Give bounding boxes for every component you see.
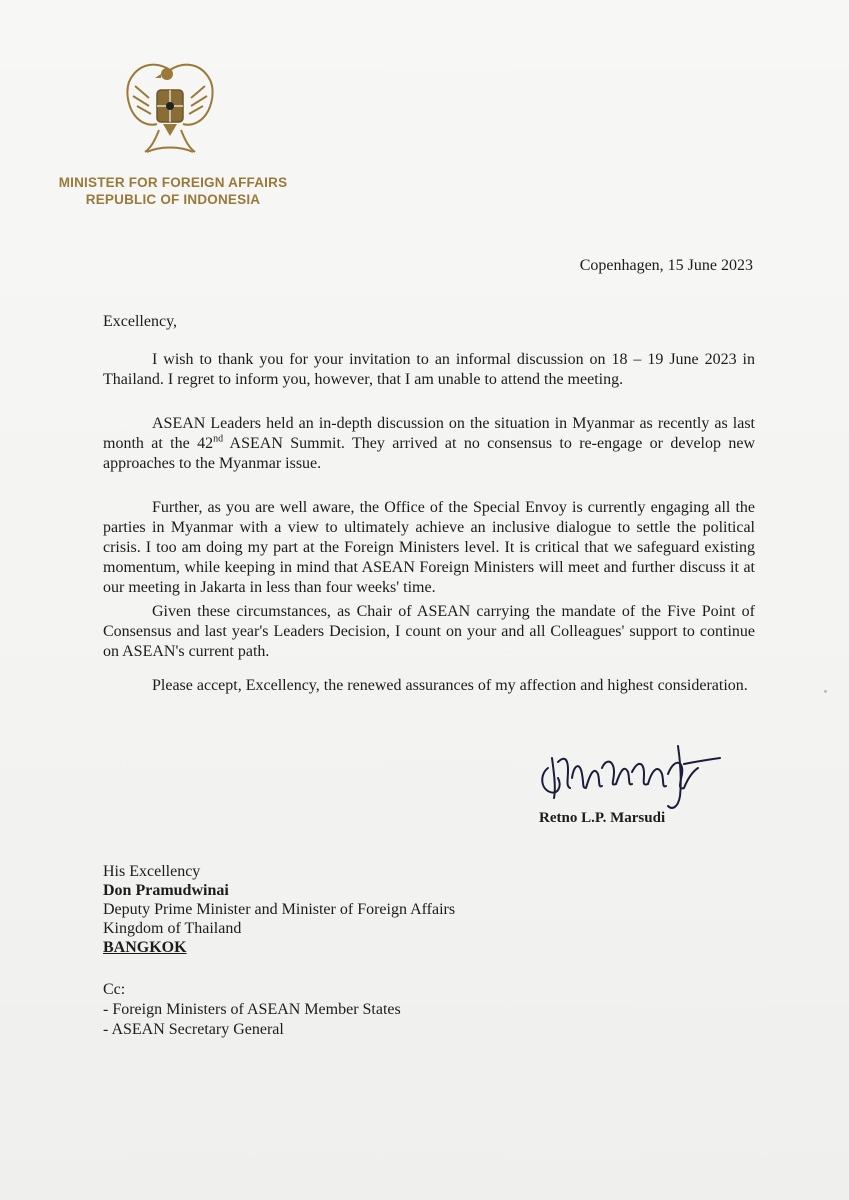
addressee-country: Kingdom of Thailand bbox=[103, 920, 242, 937]
paragraph-3 bbox=[103, 498, 755, 598]
ministry-title: MINISTER FOR FOREIGN AFFAIRS bbox=[58, 175, 288, 190]
paragraph-4 bbox=[103, 602, 755, 662]
paragraph-5 bbox=[103, 676, 755, 696]
place-date: Copenhagen, 15 June 2023 bbox=[579, 257, 753, 274]
ministry-country: REPUBLIC OF INDONESIA bbox=[85, 192, 261, 207]
salutation: Excellency, bbox=[103, 313, 178, 330]
paragraph-5-text: Please accept, Excellency, the renewed assurances of my affection and highest consideration. bbox=[152, 677, 748, 694]
cc-item: - Foreign Ministers of ASEAN Member States bbox=[103, 1001, 401, 1018]
paragraph-1-text: I wish to thank you for your invitation to an informal discussion on 18 – 19 June 2023 in Thailand. I regret to inform you, however, that I am unable to attend the meeting. bbox=[103, 351, 755, 388]
garuda-emblem-icon bbox=[115, 52, 225, 162]
addressee-title: Deputy Prime Minister and Minister of Foreign Affairs bbox=[103, 901, 456, 918]
ordinal-suffix: nd bbox=[213, 433, 224, 445]
paragraph-2 bbox=[103, 414, 755, 474]
paper-speck bbox=[824, 690, 827, 693]
paragraph-1 bbox=[103, 350, 755, 390]
addressee-block bbox=[103, 862, 455, 957]
addressee-honorific: His Excellency bbox=[103, 863, 201, 880]
paragraph-4-text: Given these circumstances, as Chair of ASEAN carrying the mandate of the Five Point of Consensus and last year's Leaders Decision, I count on your and all Colleagues' support to continue on ASEAN's current path. bbox=[103, 603, 755, 660]
cc-block bbox=[103, 980, 401, 1040]
paragraph-3-text: Further, as you are well aware, the Office of the Special Envoy is currently engaging all the parties in Myanmar with a view to ultimately achieve an inclusive dialogue to settle the political crisis. I too am doing my part at the Foreign Ministers level. It is critical that we safeguard existing momentum, while keeping in mind that ASEAN Foreign Ministers will meet and further discuss it at our meeting in Jakarta in less than four weeks' time. bbox=[103, 499, 755, 596]
paragraph-2-text-end: ASEAN Summit. They arrived at no consensus to re-engage or develop new approaches to the Myanmar issue. bbox=[103, 435, 756, 472]
letterhead bbox=[58, 174, 288, 208]
cc-item: - ASEAN Secretary General bbox=[103, 1021, 284, 1038]
addressee-city: BANGKOK bbox=[103, 939, 187, 956]
paragraph-2-text-start: ASEAN Leaders held an in-depth discussion on the situation in Myanmar as recently as last month at the 42 bbox=[103, 415, 755, 452]
cc-label: Cc: bbox=[103, 981, 126, 998]
addressee-name: Don Pramudwinai bbox=[103, 882, 229, 899]
handwritten-signature bbox=[528, 728, 728, 814]
signatory-name: Retno L.P. Marsudi bbox=[539, 810, 666, 826]
